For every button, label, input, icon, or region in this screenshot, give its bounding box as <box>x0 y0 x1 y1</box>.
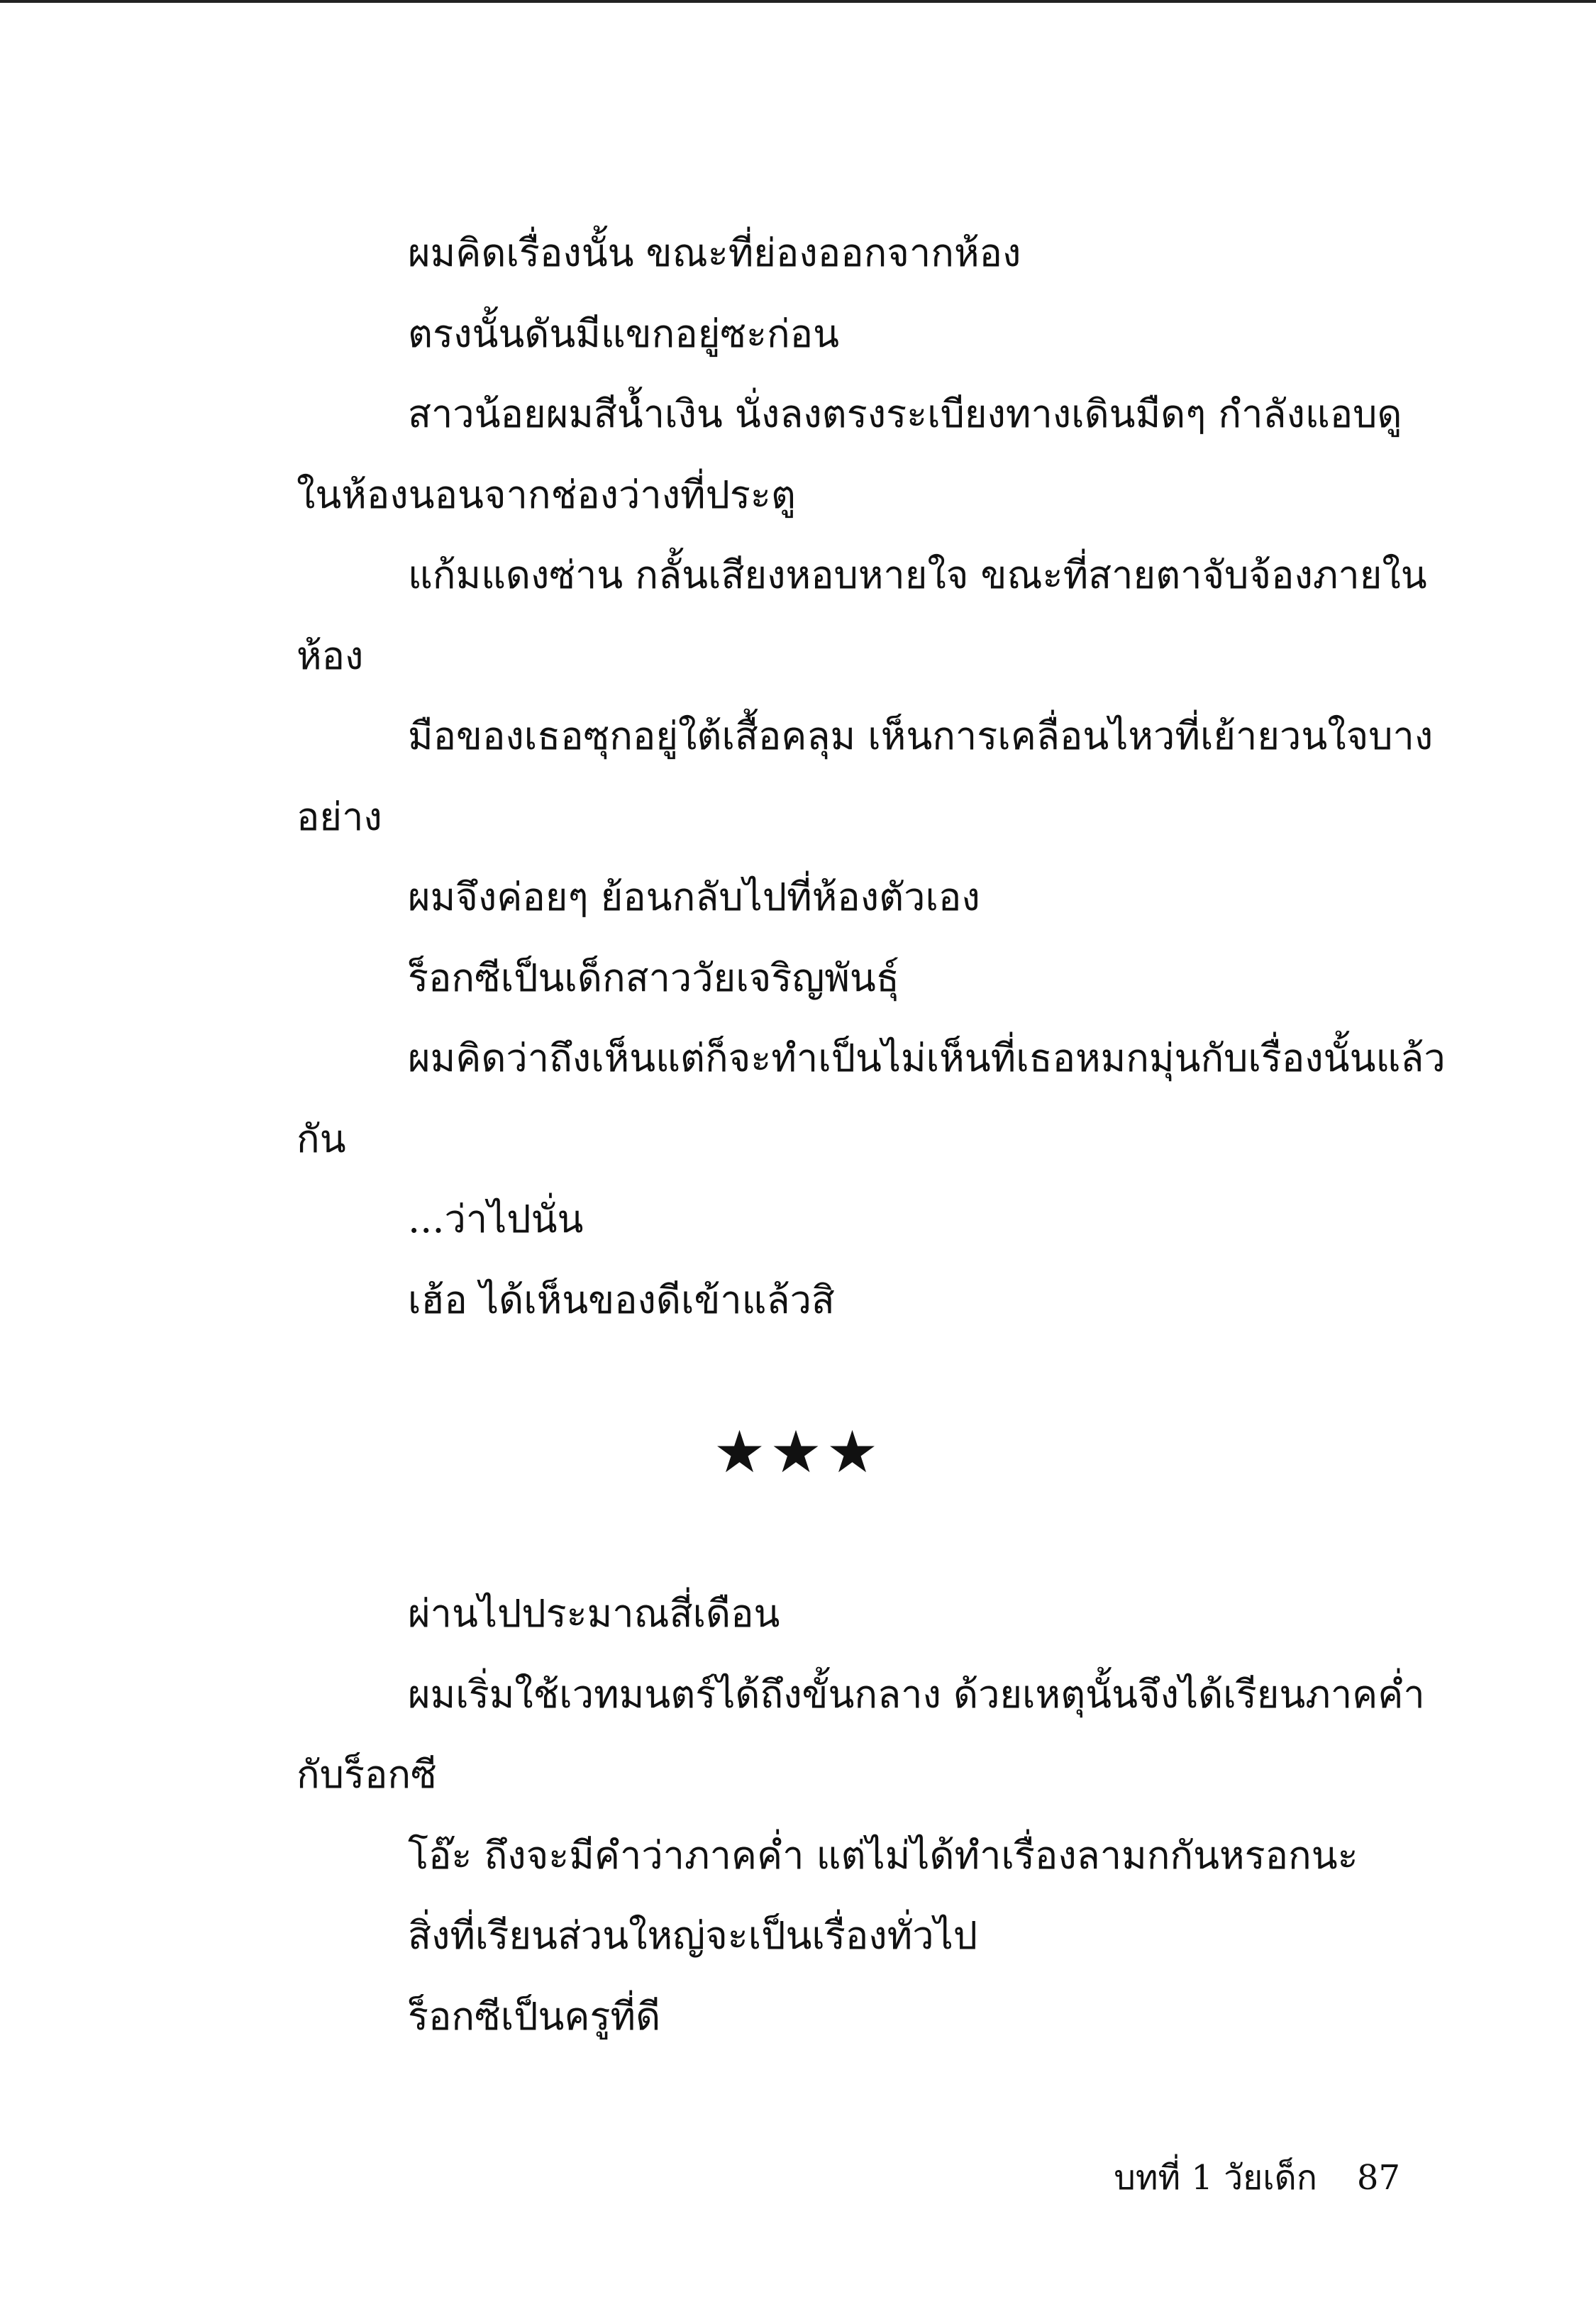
paragraph-line: เฮ้อ ได้เห็นของดีเข้าแล้วสิ <box>408 1277 835 1322</box>
chapter-running-title: บทที่ 1 วัยเด็ก <box>1114 2158 1317 2198</box>
paragraph-line: ร็อกซีเป็นครูที่ดี <box>408 1993 661 2039</box>
page-footer <box>993 2149 1400 2206</box>
paragraph-line: ...ว่าไปนั่น <box>408 1197 584 1241</box>
body-text-after-break <box>297 1573 1425 2056</box>
paragraph-line: มือของเธอซุกอยู่ใต้เสื้อคลุม เห็นการเคลื่อนไหวที่เย้ายวนใจบาง <box>408 714 1434 758</box>
top-border-rule <box>0 0 1596 3</box>
paragraph-line: ผ่านไปประมาณสี่เดือน <box>408 1591 780 1636</box>
paragraph-line: แก้มแดงซ่าน กลั้นเสียงหอบหายใจ ขณะที่สายตาจับจ้องภายใน <box>408 553 1427 597</box>
section-break-stars: ★★★ <box>713 1419 883 1486</box>
paragraph-line: ผมจึงค่อยๆ ย้อนกลับไปที่ห้องตัวเอง <box>408 875 980 919</box>
paragraph-line: ร็อกซีเป็นเด็กสาววัยเจริญพันธุ์ <box>408 955 899 1000</box>
paragraph-line: ตรงนั้นดันมีแขกอยู่ซะก่อน <box>408 311 840 356</box>
paragraph-line: ในห้องนอนจากช่องว่างที่ประตู <box>297 472 797 517</box>
paragraph-line: ผมคิดเรื่องนั้น ขณะที่ย่องออกจากห้อง <box>408 231 1021 275</box>
paragraph-line: ผมเริ่มใช้เวทมนตร์ได้ถึงขั้นกลาง ด้วยเหตุนั้นจึงได้เรียนภาคค่ำ <box>408 1671 1425 1717</box>
paragraph-line: อย่าง <box>297 794 382 839</box>
paragraph-line: โอ๊ะ ถึงจะมีคำว่าภาคค่ำ แต่ไม่ได้ทำเรื่องลามกกันหรอกนะ <box>408 1832 1358 1878</box>
paragraph-line: ห้อง <box>297 633 364 678</box>
paragraph-line: ผมคิดว่าถึงเห็นแต่ก็จะทำเป็นไม่เห็นที่เธอหมกมุ่นกับเรื่องนั้นแล้ว <box>408 1036 1446 1080</box>
body-text-before-break <box>297 213 1446 1340</box>
paragraph-line: กับร็อกซี <box>297 1752 437 1797</box>
paragraph-line: กัน <box>297 1116 346 1161</box>
paragraph-line: สิ่งที่เรียนส่วนใหญ่จะเป็นเรื่องทั่วไป <box>408 1913 978 1958</box>
paragraph-line: สาวน้อยผมสีน้ำเงิน นั่งลงตรงระเบียงทางเดินมืดๆ กำลังแอบดู <box>408 392 1402 436</box>
page-number: 87 <box>1356 2158 1400 2198</box>
